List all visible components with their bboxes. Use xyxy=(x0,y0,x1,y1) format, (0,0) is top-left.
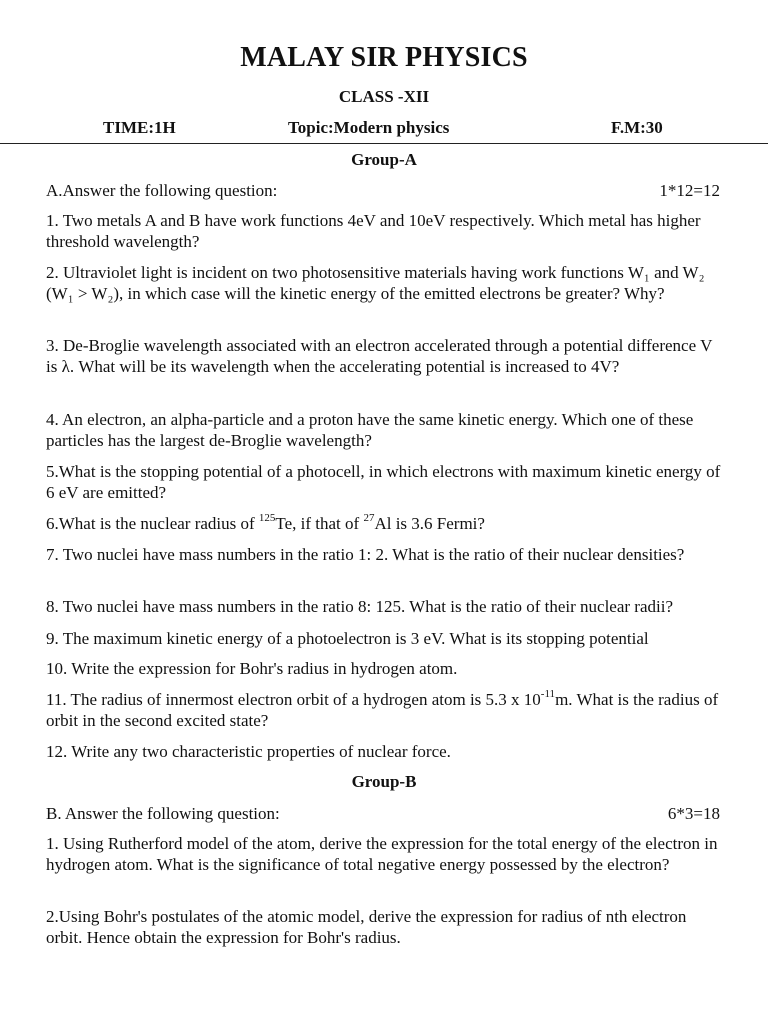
question-a-6-text-start: 6.What is the nuclear radius of xyxy=(46,514,259,533)
group-b-instruction: B. Answer the following question: xyxy=(46,804,280,823)
question-b-1: 1. Using Rutherford model of the atom, derive the expression for the total energy of the electron in hydrogen atom. What is the significance of total negative energy possessed by the electron? xyxy=(46,834,718,874)
question-a-5: 5.What is the stopping potential of a photocell, in which electrons with maximum kinetic energy of 6 eV are emitted? xyxy=(46,462,721,502)
group-a-marks: 1*12=12 xyxy=(659,181,720,200)
exponent: -11 xyxy=(540,688,556,701)
question-a-11-text-start: 11. The radius of innermost electron orbit of a hydrogen atom is 5.3 x 10 xyxy=(46,690,541,709)
question-a-10: 10. Write the expression for Bohr's radius in hydrogen atom. xyxy=(46,659,458,678)
time-label: TIME:1H xyxy=(103,118,176,137)
group-a-heading: Group-A xyxy=(351,150,417,169)
question-a-11 xyxy=(46,689,726,731)
page-title: MALAY SIR PHYSICS xyxy=(240,42,528,73)
question-a-1: 1. Two metals A and B have work functions 4eV and 10eV respectively. Which metal has higher threshold wavelength? xyxy=(46,211,701,251)
question-a-9: 9. The maximum kinetic energy of a photoelectron is 3 eV. What is its stopping potential xyxy=(46,629,649,648)
group-b-instruction-row xyxy=(46,803,720,824)
mass-number-al: 27 xyxy=(363,512,375,525)
full-marks-label: F.M:30 xyxy=(611,118,663,137)
question-a-6-text-end: Al is 3.6 Fermi? xyxy=(374,514,485,533)
question-b-2: 2.Using Bohr's postulates of the atomic model, derive the expression for radius of nth electron orbit. Hence obtain the expression for Bohr's radius. xyxy=(46,907,687,947)
group-a-instruction: A.Answer the following question: xyxy=(46,181,278,200)
mass-number-te: 125 xyxy=(258,512,276,525)
question-a-7: 7. Two nuclei have mass numbers in the ratio 1: 2. What is the ratio of their nuclear densities? xyxy=(46,545,685,564)
class-label: CLASS -XII xyxy=(338,87,430,106)
group-b-heading: Group-B xyxy=(351,772,417,791)
question-a-3: 3. De-Broglie wavelength associated with an electron accelerated through a potential difference V is λ. What will be its wavelength when the accelerating potential is increased to 4V? xyxy=(46,336,713,376)
question-a-2: 2. Ultraviolet light is incident on two photosensitive materials having work functions W₁ and W₂ (W₁ > W₂), in which case will the kinetic energy of the emitted electrons be greater? Why? xyxy=(46,263,705,303)
question-a-11-text-end: m. What is the radius of orbit in the second excited state? xyxy=(46,690,719,730)
question-a-8: 8. Two nuclei have mass numbers in the ratio 8: 125. What is the ratio of their nuclear radii? xyxy=(46,597,674,616)
question-a-4: 4. An electron, an alpha-particle and a proton have the same kinetic energy. Which one of these particles has the largest de-Broglie wavelength? xyxy=(46,410,694,450)
header-divider xyxy=(0,143,768,144)
question-a-6-text-middle: Te, if that of xyxy=(275,514,364,533)
question-a-12: 12. Write any two characteristic properties of nuclear force. xyxy=(46,742,451,761)
question-a-6 xyxy=(46,513,726,534)
group-b-marks: 6*3=18 xyxy=(667,804,720,823)
topic-label: Topic:Modern physics xyxy=(288,118,450,137)
group-a-instruction-row xyxy=(46,180,720,201)
